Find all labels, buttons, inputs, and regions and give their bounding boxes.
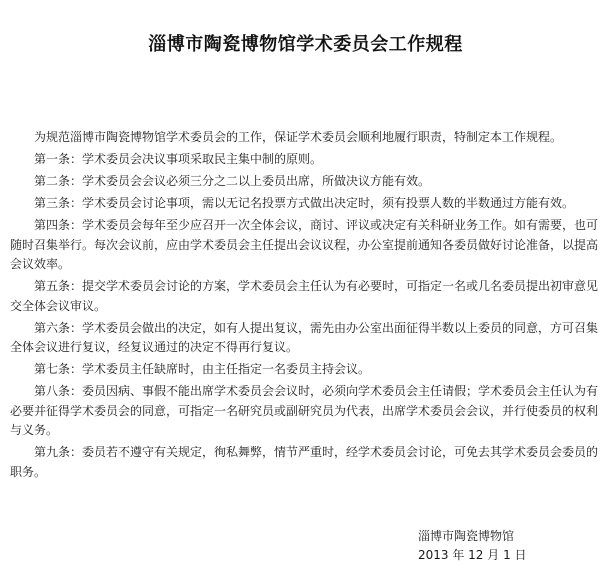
signature-organization: 淄博市陶瓷博物馆 — [418, 529, 515, 543]
article-1-paragraph: 第一条：学术委员会决议事项采取民主集中制的原则。 — [34, 151, 323, 166]
article-7-paragraph: 第七条：学术委员主任缺席时，由主任指定一名委员主持会议。 — [34, 362, 371, 377]
article-4-paragraph: 第四条：学术委员会每年至少应召开一次全体会议，商讨、评议或决定有关科研业务工作。如有需要，也可随时召集举行。每次会议前，应由学术委员会主任提出会议议程，办公室提前通知各委员做好讨论准备，以提高会议效率。 — [10, 217, 599, 272]
article-3-paragraph: 第三条：学术委员会讨论事项，需以无记名投票方式做出决定时，须有投票人数的半数通过方能有效。 — [34, 195, 575, 210]
signature-date: 2013 年 12 月 1 日 — [418, 548, 527, 562]
intro-paragraph: 为规范淄博市陶瓷博物馆学术委员会的工作，保证学术委员会顺利地履行职责，特制定本工作规程。 — [34, 130, 563, 144]
document-body — [10, 128, 602, 485]
article-6-paragraph: 第六条：学术委员会做出的决定，如有人提出复议，需先由办公室出面征得半数以上委员的同意，方可召集全体会议进行复议，经复议通过的决定不得再行复议。 — [10, 320, 599, 355]
article-5-paragraph: 第五条：提交学术委员会讨论的方案，学术委员会主任认为有必要时，可指定一名或几名委员提出初审意见交全体会议审议。 — [10, 279, 599, 313]
article-9-paragraph: 第九条：委员若不遵守有关规定，徇私舞弊，情节严重时，经学术委员会讨论，可免去其学术委员会委员的职务。 — [10, 445, 599, 480]
article-2-paragraph: 第二条：学术委员会会议必须三分之二以上委员出席，所做决议方能有效。 — [34, 173, 431, 188]
page-title: 淄博市陶瓷博物馆学术委员会工作规程 — [148, 34, 463, 55]
article-8-paragraph: 第八条：委员因病、事假不能出席学术委员会会议时，必须向学术委员会主任请假；学术委员会主任认为有必要并征得学术委员会的同意，可指定一名研究员或副研究员为代表，出席学术委员会会议，并行使委员的权利与义务。 — [10, 384, 599, 438]
